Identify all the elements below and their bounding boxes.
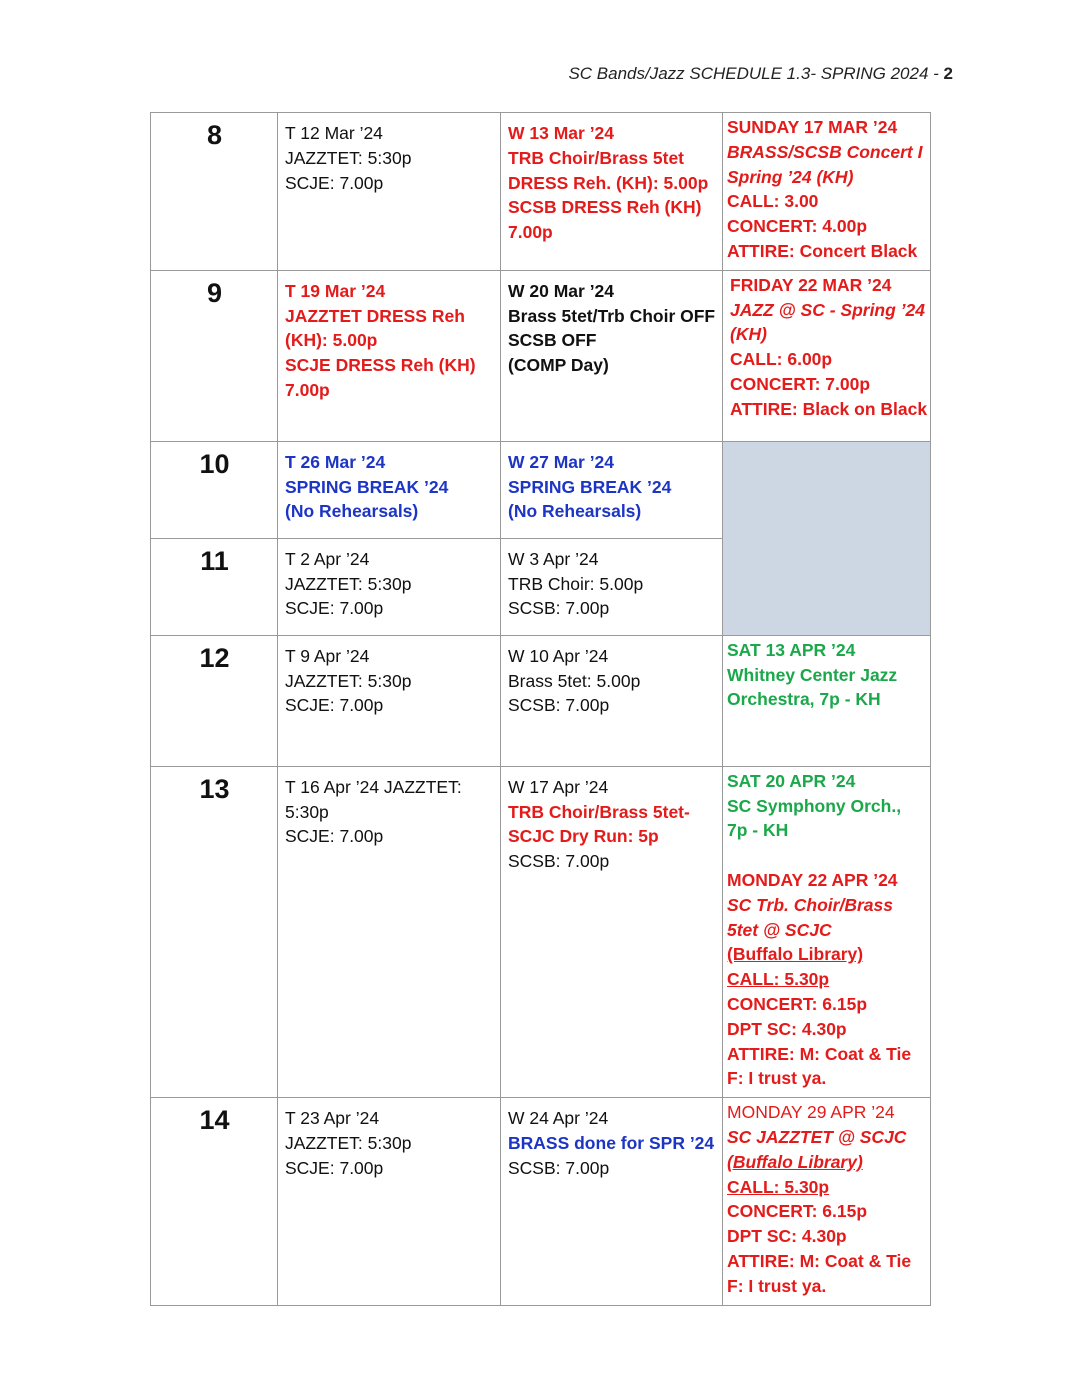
week-number: 9: [151, 270, 278, 441]
spacer: [727, 843, 926, 868]
date-line: T 23 Apr ’24: [285, 1108, 380, 1129]
shaded-empty-cell: [723, 441, 931, 635]
page-number: 2: [943, 64, 953, 83]
rehearsal-line: Brass 5tet: 5.00p: [508, 670, 641, 691]
rehearsal-line: SCJC Dry Run: 5p: [508, 826, 659, 847]
spring-break-line: SPRING BREAK ’24: [508, 476, 672, 497]
event-cell: [723, 270, 931, 441]
event-attire: ATTIRE: M: Coat & Tie: [727, 1043, 912, 1064]
rehearsal-line: BRASS done for SPR ’24: [508, 1132, 715, 1153]
rehearsal-line: (COMP Day): [508, 355, 609, 376]
no-rehearsals-line: (No Rehearsals): [508, 501, 642, 522]
event-title: JAZZ @ SC - Spring ’24: [730, 299, 926, 320]
week-number: 13: [151, 766, 278, 1097]
event-call: CALL: 3.00: [727, 191, 819, 212]
event-date: SAT 13 APR ’24: [727, 639, 856, 660]
wednesday-cell: [501, 270, 723, 441]
rehearsal-line: Brass 5tet/Trb Choir OFF: [508, 305, 716, 326]
event-attire: F: I trust ya.: [727, 1275, 827, 1296]
event-title: SC Symphony Orch.,: [727, 795, 902, 816]
rehearsal-line: 7.00p: [285, 379, 330, 400]
tuesday-cell: [278, 635, 501, 766]
event-call: CALL: 6.00p: [730, 349, 833, 370]
rehearsal-line: JAZZTET: 5:30p: [285, 1132, 412, 1153]
date-line: W 20 Mar ’24: [508, 280, 615, 301]
date-line: T 26 Mar ’24: [285, 451, 386, 472]
date-line: W 24 Apr ’24: [508, 1108, 609, 1129]
rehearsal-line: SCSB: 7.00p: [508, 851, 610, 872]
event-concert: CONCERT: 4.00p: [727, 216, 868, 237]
date-line: W 27 Mar ’24: [508, 451, 615, 472]
wednesday-cell: [501, 766, 723, 1097]
event-date: SUNDAY 17 MAR ’24: [727, 117, 898, 137]
date-line: T 19 Mar ’24: [285, 280, 386, 301]
event-cell: [723, 766, 931, 1097]
wednesday-cell: [501, 1098, 723, 1305]
week-number: 10: [151, 441, 278, 538]
tuesday-cell: [278, 270, 501, 441]
rehearsal-line: DRESS Reh. (KH): 5.00p: [508, 172, 709, 193]
tuesday-cell: [278, 113, 501, 271]
event-concert: CONCERT: 6.15p: [727, 1201, 868, 1222]
event-date: SAT 20 APR ’24: [727, 770, 856, 791]
rehearsal-line: TRB Choir/Brass 5tet-: [508, 801, 690, 822]
date-line: W 10 Apr ’24: [508, 645, 609, 666]
rehearsal-line: 5:30p: [285, 801, 329, 822]
event-concert: CONCERT: 6.15p: [727, 993, 868, 1014]
tuesday-cell: [278, 538, 501, 635]
table-row: [151, 635, 931, 766]
event-title: Spring ’24 (KH): [727, 166, 854, 187]
rehearsal-line: SCSB: 7.00p: [508, 695, 610, 716]
event-attire: ATTIRE: Black on Black: [730, 398, 928, 419]
week-number: 11: [151, 538, 278, 635]
rehearsal-line: SCJE: 7.00p: [285, 826, 384, 847]
header-title: SC Bands/Jazz SCHEDULE 1.3- SPRING 2024 -: [568, 64, 944, 83]
rehearsal-line: TRB Choir/Brass 5tet: [508, 147, 685, 168]
event-title: Whitney Center Jazz: [727, 664, 898, 685]
rehearsal-line: JAZZTET: 5:30p: [285, 147, 412, 168]
event-title: Orchestra, 7p - KH: [727, 689, 881, 710]
rehearsal-line: JAZZTET DRESS Reh: [285, 305, 465, 326]
wednesday-cell: [501, 538, 723, 635]
week-number: 14: [151, 1098, 278, 1305]
event-attire: ATTIRE: M: Coat & Tie: [727, 1250, 912, 1271]
event-departure: DPT SC: 4.30p: [727, 1018, 847, 1039]
event-venue: (Buffalo Library): [727, 1151, 863, 1172]
event-title: 7p - KH: [727, 820, 789, 841]
wednesday-cell: [501, 441, 723, 538]
rehearsal-line: JAZZTET: 5:30p: [285, 670, 412, 691]
event-venue: (Buffalo Library): [727, 944, 864, 965]
rehearsal-line: SCJE: 7.00p: [285, 695, 384, 716]
date-line: T 2 Apr ’24: [285, 548, 370, 569]
event-title: SC JAZZTET @ SCJC: [727, 1126, 907, 1147]
rehearsal-line: SCJE: 7.00p: [285, 598, 384, 619]
week-number: 12: [151, 635, 278, 766]
table-row: [151, 113, 931, 271]
date-line: W 13 Mar ’24: [508, 123, 615, 143]
rehearsal-line: SCJE: 7.00p: [285, 1157, 384, 1178]
table-row: [151, 270, 931, 441]
rehearsal-line: JAZZTET: 5:30p: [285, 573, 412, 594]
rehearsal-line: SCSB: 7.00p: [508, 598, 610, 619]
event-date: MONDAY 22 APR ’24: [727, 869, 898, 890]
event-title: SC Trb. Choir/Brass: [727, 894, 893, 915]
table-row: [151, 1098, 931, 1305]
event-title: BRASS/SCSB Concert I: [727, 141, 923, 162]
table-row: [151, 766, 931, 1097]
wednesday-cell: [501, 635, 723, 766]
date-line: T 9 Apr ’24: [285, 645, 370, 666]
schedule-table: [150, 112, 931, 1306]
event-title: 5tet @ SCJC: [727, 919, 832, 940]
page-header: [568, 64, 953, 84]
event-cell: [723, 113, 931, 271]
event-call: CALL: 5.30p: [727, 969, 830, 990]
event-date: FRIDAY 22 MAR ’24: [730, 274, 892, 295]
event-call: CALL: 5.30p: [727, 1176, 830, 1197]
event-cell: [723, 635, 931, 766]
no-rehearsals-line: (No Rehearsals): [285, 501, 419, 522]
rehearsal-line: SCJE: 7.00p: [285, 172, 384, 193]
event-departure: DPT SC: 4.30p: [727, 1226, 847, 1247]
event-cell: [723, 1098, 931, 1305]
date-line: W 3 Apr ’24: [508, 548, 599, 569]
date-line: W 17 Apr ’24: [508, 776, 609, 797]
tuesday-cell: [278, 1098, 501, 1305]
event-attire: F: I trust ya.: [727, 1068, 827, 1089]
date-line: T 12 Mar ’24: [285, 123, 383, 143]
date-line: T 16 Apr ’24 JAZZTET:: [285, 776, 462, 797]
rehearsal-line: TRB Choir: 5.00p: [508, 573, 644, 594]
spring-break-line: SPRING BREAK ’24: [285, 476, 449, 497]
rehearsal-line: (KH): 5.00p: [285, 330, 378, 351]
rehearsal-line: SCJE DRESS Reh (KH): [285, 355, 476, 376]
week-number: 8: [151, 113, 278, 271]
table-row: [151, 441, 931, 538]
tuesday-cell: [278, 441, 501, 538]
rehearsal-line: SCSB OFF: [508, 330, 597, 351]
rehearsal-line: SCSB: 7.00p: [508, 1157, 610, 1178]
wednesday-cell: [501, 113, 723, 271]
tuesday-cell: [278, 766, 501, 1097]
event-date: MONDAY 29 APR ’24: [727, 1102, 895, 1123]
event-title: (KH): [730, 324, 767, 345]
rehearsal-line: SCSB DRESS Reh (KH): [508, 197, 702, 218]
rehearsal-line: 7.00p: [508, 222, 553, 243]
event-concert: CONCERT: 7.00p: [730, 373, 871, 394]
event-attire: ATTIRE: Concert Black: [727, 240, 918, 261]
